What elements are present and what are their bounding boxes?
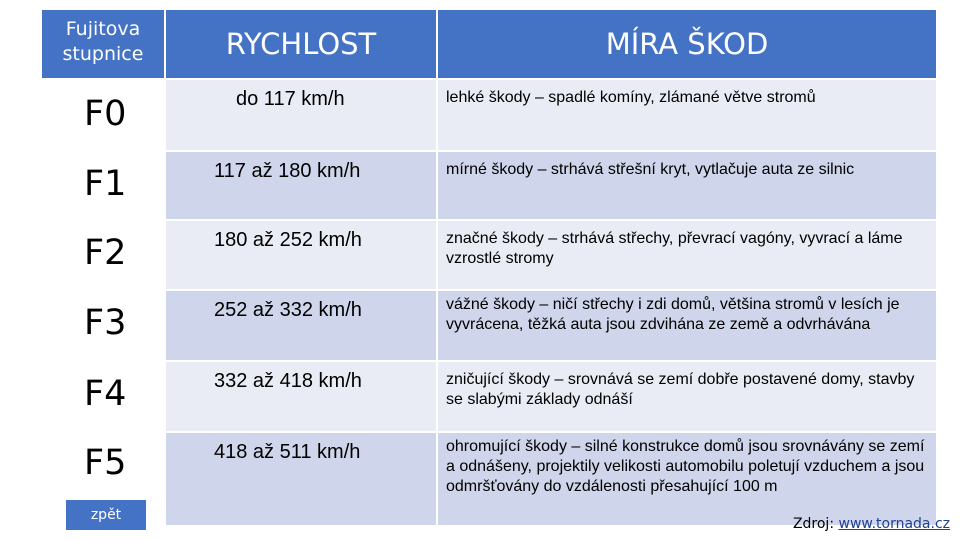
damage-cell: ohromující škody – silné konstrukce domů jsou srovnávány se zemí a odnášeny, projektily velikosti automobilu poletují vzduchem a jsou odmršťovány do vzdálenosti přesahující 100 m	[438, 433, 936, 525]
speed-cell: 252 až 332 km/h	[166, 291, 436, 360]
header-fujita-scale: Fujitova stupnice	[42, 10, 164, 78]
damage-cell: lehké škody – spadlé komíny, zlámané větve stromů	[438, 80, 936, 150]
grade-cell: F3	[84, 303, 127, 343]
source-credit	[740, 516, 950, 538]
speed-cell: 180 až 252 km/h	[166, 221, 436, 289]
grade-cell: F0	[84, 94, 127, 134]
header-speed: RYCHLOST	[166, 10, 436, 78]
damage-cell: mírné škody – strhává střešní kryt, vytlačuje auta ze silnic	[438, 152, 936, 219]
grade-cell: F1	[84, 164, 127, 204]
source-label: Zdroj:	[792, 516, 835, 532]
damage-cell: zničující škody – srovnává se zemí dobře postavené domy, stavby se slabými základy odnáší	[438, 362, 936, 431]
speed-cell: 332 až 418 km/h	[166, 362, 436, 431]
back-button[interactable]: zpět	[66, 500, 146, 530]
speed-cell: 117 až 180 km/h	[166, 152, 436, 219]
speed-cell: 418 až 511 km/h	[166, 433, 436, 525]
grade-cell: F2	[84, 233, 127, 273]
grade-cell: F5	[84, 443, 127, 483]
header-damage: MÍRA ŠKOD	[438, 10, 936, 78]
speed-cell: do 117 km/h	[166, 80, 436, 150]
damage-cell: značné škody – strhává střechy, převrací vagóny, vyvrací a láme vzrostlé stromy	[438, 221, 936, 289]
grade-cell: F4	[84, 374, 127, 414]
damage-cell: vážné škody – ničí střechy i zdi domů, většina stromů v lesích je vyvrácena, těžká auta jsou zdvihána ze země a odvrhávána	[438, 291, 936, 360]
source-link[interactable]: www.tornada.cz	[838, 516, 950, 532]
